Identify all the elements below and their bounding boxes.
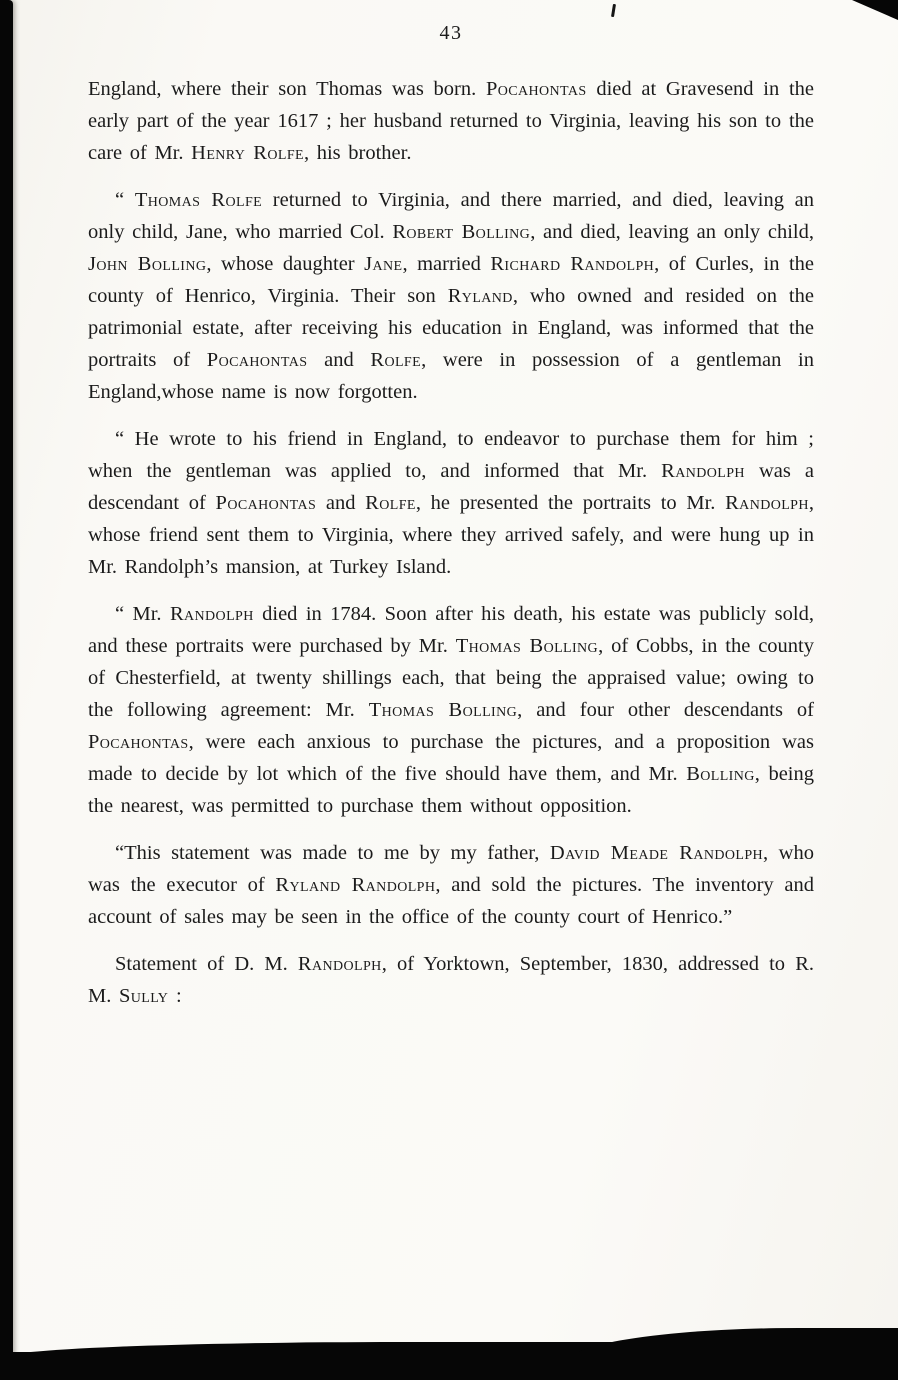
small-caps-name: Bolling — [686, 763, 755, 785]
small-caps-name: Rolfe — [370, 349, 422, 371]
body-text: returned to Virginia, and there married, and died, leaving an only child, Jane, who married Col. — [88, 189, 815, 243]
small-caps-name: Thomas Bolling — [455, 635, 599, 657]
body-text: “ — [115, 189, 135, 211]
small-caps-name: Thomas Bolling — [368, 699, 518, 721]
small-caps-name: Jane — [364, 253, 403, 275]
small-caps-name: Pocahontas — [206, 349, 308, 371]
body-text: , who was the executor of — [88, 842, 814, 896]
body-text: Statement of D. M. — [115, 953, 298, 975]
small-caps-name: Robert Bolling — [392, 221, 531, 243]
body-text: died at Gravesend in the early part of the year 1617 ; her husband returned to Virginia, leaving his son to the care of Mr. — [88, 78, 814, 164]
small-caps-name: Henry Rolfe — [191, 142, 304, 164]
body-text: and — [316, 492, 366, 514]
small-caps-name: Randolph — [297, 953, 382, 975]
small-caps-name: Randolph — [661, 460, 745, 482]
body-text: died in 1784. Soon after his death, his estate was publicly sold, and these portraits were purchased by Mr. — [88, 603, 814, 657]
paragraph — [88, 73, 814, 169]
small-caps-name: Rolfe — [365, 492, 416, 514]
text-block — [88, 22, 814, 1027]
paragraph — [88, 837, 814, 933]
small-caps-name: Sully — [118, 985, 169, 1007]
small-caps-name: Ryland Randolph — [275, 874, 436, 896]
small-caps-name: Randolph — [725, 492, 809, 514]
body-text: , being the nearest, was permitted to purchase them without opposition. — [88, 763, 815, 817]
body-text: , were each anxious to purchase the pictures, and a proposition was made to decide by lot which of the five should have them, and Mr. — [88, 731, 814, 785]
body-text: , and four other descendants of — [517, 699, 814, 721]
body-text: “This statement was made to me by my father, — [115, 842, 550, 864]
small-caps-name: Randolph — [169, 603, 254, 625]
body-text: “ Mr. — [115, 603, 170, 625]
body-text: : — [168, 985, 182, 1007]
body-text: , of Curles, in the county of Henrico, Virginia. Their son — [88, 253, 815, 307]
body-text: , whose friend sent them to Virginia, where they arrived safely, and were hung up in Mr. Randolph’s mansion, at Turkey Island. — [88, 492, 814, 578]
page-body — [88, 73, 814, 1012]
body-text: , of Yorktown, September, 1830, addressed to R. M. — [88, 953, 815, 1007]
body-text: , and sold the pictures. The inventory and account of sales may be seen in the office of the county court of Henrico.” — [88, 874, 814, 928]
body-text: , married — [402, 253, 491, 275]
body-text: , were in possession of a gentleman in England,whose name is now forgotten. — [88, 349, 814, 403]
paragraph — [88, 948, 814, 1012]
scan-corner-top-right — [852, 0, 898, 20]
body-text: , who owned and resided on the patrimonial estate, after receiving his education in England, was informed that the portraits of — [88, 285, 814, 371]
body-text: England, where their son Thomas was born. — [88, 78, 486, 100]
body-text: , of Cobbs, in the county of Chesterfield, at twenty shillings each, that being the appraised value; owing to the following agreement: Mr. — [88, 635, 814, 721]
body-text: “ He wrote to his friend in England, to endeavor to purchase them for him ; when the gentleman was applied to, and informed that Mr. — [88, 428, 814, 482]
small-caps-name: Richard Randolph — [490, 253, 655, 275]
body-text: , his brother. — [303, 142, 412, 164]
small-caps-name: Ryland — [447, 285, 513, 307]
page-number: 43 — [439, 22, 463, 44]
small-caps-name: John Bolling — [88, 253, 207, 275]
paragraph — [88, 184, 814, 408]
small-caps-name: Pocahontas — [485, 78, 587, 100]
scan-speck — [611, 4, 616, 17]
body-text: , he presented the portraits to Mr. — [415, 492, 726, 514]
small-caps-name: Thomas Rolfe — [134, 189, 263, 211]
body-text: and — [307, 349, 371, 371]
paragraph — [88, 598, 814, 822]
body-text: , and died, leaving an only child, — [530, 221, 815, 243]
paragraph — [88, 423, 814, 583]
scan-edge-bottom — [0, 1352, 898, 1380]
scan-edge-left — [0, 0, 13, 1380]
small-caps-name: David Meade Randolph — [549, 842, 764, 864]
body-text: , whose daughter — [206, 253, 365, 275]
small-caps-name: Pocahontas — [88, 731, 189, 753]
small-caps-name: Pocahontas — [215, 492, 317, 514]
body-text: was a descendant of — [88, 460, 815, 514]
